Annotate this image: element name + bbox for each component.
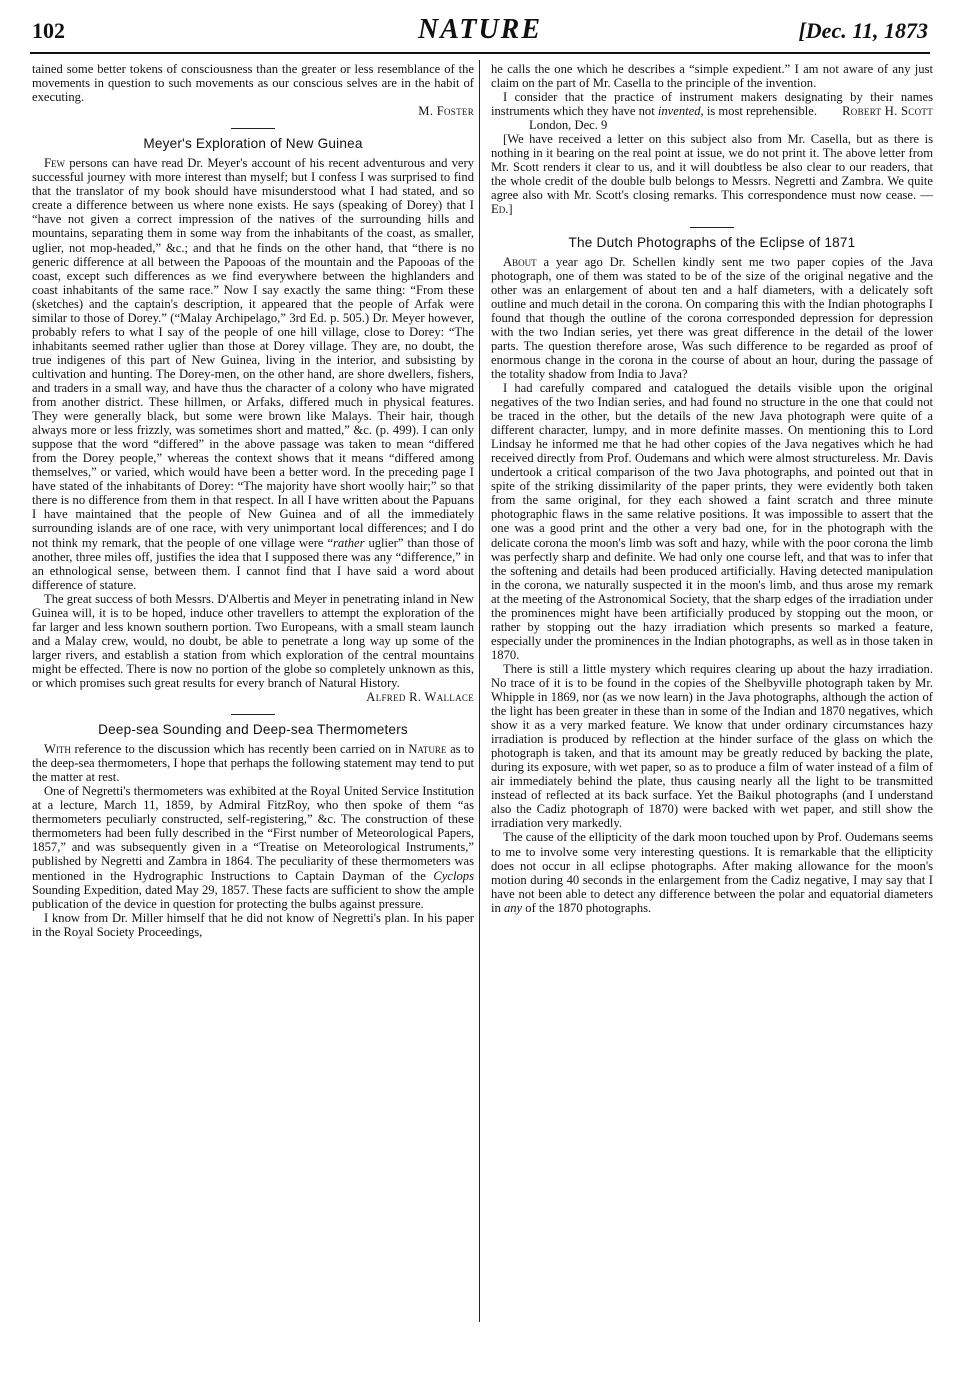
journal-name: Nature: [408, 742, 447, 757]
text-run: [We have received a letter on this subject also from Mr. Casella, but as there is nothing in it bearing on the real point at issue, we do not print it. The above letter from Mr. Scott renders it clear to us, and it will doubtless be also clear to our readers, that the whole credit of the double bulb belongs to Messrs. Negretti and Zambra. We quite agree also with Mr. Scott's closing remarks. This correspondence must now cease. —: [491, 132, 933, 203]
dateline: London, Dec. 9: [529, 118, 608, 133]
emphasis: invented: [657, 104, 701, 119]
article-title: Deep-sea Sounding and Deep-sea Thermometers: [98, 722, 408, 738]
paragraph: There is still a little mystery which requires clearing up about the hazy irradiation. No trace of it is to be found in the copies of the Shelbyville photograph taken by Mr. Whipple in 1869, nor (as we now learn) in the Java photographs, although the action of the light has been greater in these than in some of the Indian and 1870 negatives, which show it as a very marked feature. We know that under ordinary circumstances hazy irradiation is produced by reflection at the hinder surface of the glass on which the photograph is taken, and that its amount may be greatly reduced by backing the plate, during its exposure, with wet paper, so as to produce a film of water instead of a film of air immediately behind the plate, thus causing nearly all the light to be transmitted instead of reflected at its back surface. Yet the Baikul photographs (and I understand also the Cadiz photograph of 1870) were backed with wet paper, and still show the irradiation very markedly.: [491, 661, 933, 831]
paragraph: I had carefully compared and catalogued the details visible upon the original negatives of the two Indian series, and had found no structure in the one that could not be traced in the other, but the details of the new Java photograph were quite of a different character, lumpy, and in more definite masses. On mentioning this to Lord Lindsay he informed me that he had other copies of the Java negatives which he had received directly from Prof. Oudemans and which were almost structureless. Mr. Davis undertook a critical comparison of the two Java photographs, and pointed out that in spite of the striking dissimilarity of the paper prints, they were evidently both taken from the same original, for they each showed a faint scratch and three minute photographic flaws in the same relative positions. It was impossible to assert that the one was a good print and the other a very bad one, for in the photograph with the delicate corona the moon's limb was soft and hazy, while with the poor corona the limb was perfectly sharp and definite. We had only one course left, and that was to infer that the softening and details had been produced artificially. Having detected manipulation in the corona, we naturally suspected it in the moon's limb, and thus arose my remark at the meeting of the Astronomical Society, that the sharp edges of the irradiation under the prominences might have been artificially produced by stopping out the moon, or rather by stopping out the hazy irradiation which presents so marked a feature, especially under the prominences in the Indian photographs, as well as in those taken in 1870.: [491, 380, 933, 662]
text-run: The cause of the ellipticity of the dark moon touched upon by Prof. Oudemans seems to me to involve some very interesting questions. It is remarkable that the ellipticity does not occur in all eclipse photographs. After making allowance for the moon's motion during 40 seconds in the enlargement from the Cadiz negative, I may say that I have not been able to detect any difference between the polar and equatorial diameters in: [491, 830, 933, 915]
text-run: reference to the discussion which has recently been carried on in: [70, 742, 409, 757]
lead-word: With: [44, 742, 71, 757]
text-run: One of Negretti's thermometers was exhibited at the Royal United Service Institution at a lecture, March 11, 1859, by Admiral FitzRoy, who then spoke of them “as thermometers peculiarly constructed, self-registering,” &c. The construction of these thermometers had been fully described in the “First number of Meteorological Papers, 1857,” and was subsequently given in a “Treatise on Meteorological Instruments,” published by Negretti and Zambra in 1864. The peculiarity of these thermometers was mentioned in the Hydrographic Instructions to Captain Dayman of the: [32, 784, 474, 883]
text-run: Sounding Expedition, dated May 29, 1857. These facts are sufficient to show the ample publication of the device in question for protecting the bulbs against pressure.: [32, 882, 474, 911]
signature: Robert H. Scott: [842, 104, 933, 119]
paragraph: he calls the one which he describes a “simple expedient.” I am not aware of any just claim on the part of Mr. Casella to the principle of the invention.: [491, 62, 933, 91]
paragraph: tained some better tokens of consciousness than the greater or less resemblance of the movements in question to such movements as our conscious selves are in the habit of executing.: [32, 62, 474, 105]
paragraph: [32, 156, 474, 591]
text-run: persons can have read Dr. Meyer's account of his recent adventurous and very successful journey with more interest than myself; but I confess I was surprised to find that the translator of my book should have misunderstood what I had stated, and so create a difference between us where none exists. He says (speaking of Dorey) that I “have not given a correct impression of the natives of the surrounding hills and mountains, separating them in some way from the inhabitants of the coast, as smaller, uglier, not mop-headed,” &c.; and that he finds on the other hand, that “there is no generic difference at all between the Papooas of the mountain and the Papooas of the coast, except such differences as we find everywhere between the highlanders and coast inhabitants of the same race.” Now I say exactly the same thing: “From these (sketches) and the captain's description, it appeared that the people of Arfak were similar to those of Dorey.” (“Malay Archipelago,” 3rd Ed. p. 505.) Dr. Meyer however, probably refers to what I say of the people of one hill village, close to Dorey: “The inhabitants seemed rather uglier than those at Dorey village. They are, no doubt, the true indigenes of this part of New Guinea, living in the interior, and subsisting by cultivation and hunting. The Dorey-men, on the other hand, are shore dwellers, fishers, and traders in a small way, and have thus the character of a colony who have migrated from another district. These hillmen, or Arfaks, differed much in physical features. They were generally black, but some were brown like Malays. Their hair, though always more or less frizzly, was sometimes short and matted,” &c. (p. 499). I can only suppose that the word “differed” in the above passage was taken to mean “differed from the Dorey people,” whereas the context shows that it means “differed among themselves,” or varied, which would have been a better word. In the preceding page I have stated of the inhabitants of Dorey: “The majority have short woolly hair;” so that there is no difference from them in that respect. In all I have written about the Papuans I have maintained that the people of New Guinea and of all the immediately surrounding islands are of one race, with very unimportant local differences; and I do not think my remark, that the people of one village were “: [32, 156, 474, 550]
signature: Alfred R. Wallace: [366, 690, 474, 705]
paragraph: [491, 255, 933, 381]
signature: M. Foster: [418, 104, 474, 119]
section-rule: [690, 227, 734, 228]
text-run: , is most reprehensible.: [700, 104, 817, 119]
emphasis: rather: [333, 535, 365, 550]
page-number: 102: [32, 18, 65, 43]
article-title: Meyer's Exploration of New Guinea: [143, 136, 363, 152]
emphasis: any: [503, 900, 523, 915]
column-divider: [479, 60, 480, 1322]
text-run: as to the deep-sea thermometers, I hope that perhaps the following statement may tend to put the matter at rest.: [32, 742, 474, 785]
lead-word: Few: [44, 156, 65, 171]
section-rule: [231, 128, 275, 129]
editor-signature: Ed.: [491, 202, 509, 217]
journal-title: NATURE: [417, 14, 543, 45]
paragraph: [32, 742, 474, 784]
paragraph: [32, 784, 474, 910]
paragraph: [491, 830, 933, 914]
article-title: The Dutch Photographs of the Eclipse of 1871: [568, 234, 856, 250]
left-column: [32, 62, 474, 1362]
lead-word: About: [503, 254, 537, 269]
text-run: ]: [508, 202, 513, 217]
editor-note: [491, 132, 933, 216]
text-run: a year ago Dr. Schellen kindly sent me two paper copies of the Java photograph, one of them was stated to be of the size of the original negative and the other was an enlargement of about ten and a half diameters, with a delicately soft outline and much detail in the corona. On comparing this with the Indian photographs I found that though the outline of the corona corresponded depression for depression with the two Indian series, yet there was great difference in the detail of the lower parts. The question therefore arose, Was such difference to be regarded as proof of enormous change in the corona in the course of about an hour, during the passage of the totality shadow from India to Java?: [491, 254, 933, 381]
text-run: of the 1870 photographs.: [522, 900, 652, 915]
page-header: [30, 12, 930, 54]
paragraph: [491, 90, 933, 118]
paragraph: I know from Dr. Miller himself that he did not know of Negretti's plan. In his paper in the Royal Society Proceedings,: [32, 910, 474, 939]
paragraph: [32, 592, 474, 704]
section-rule: [231, 714, 275, 715]
text-run: I consider that the practice of instrument makers designating by their names instruments which they have not: [491, 90, 933, 119]
emphasis: Cyclops: [433, 868, 474, 883]
right-column: [491, 62, 933, 1362]
issue-date: [Dec. 11, 1873: [798, 18, 928, 43]
text-run: The great success of both Messrs. D'Albertis and Meyer in penetrating inland in New Guinea will, it is to be hoped, induce other travellers to attempt the exploration of the far larger and less known southern portion. Two Europeans, with a small steam launch and a Malay crew, would, no doubt, be able to penetrate a long way up some of the larger rivers, and establish a station from which exploration of the central mountains might be effected. There is now no portion of the globe so completely unknown as this, or which promises such great results for every branch of Natural History.: [32, 591, 474, 690]
text-run: uglier” than those of another, three miles off, justifies the idea that I supposed there was any “difference,” in an ethnological sense, between them. I cannot find that I have said a word about difference of stature.: [32, 535, 474, 592]
